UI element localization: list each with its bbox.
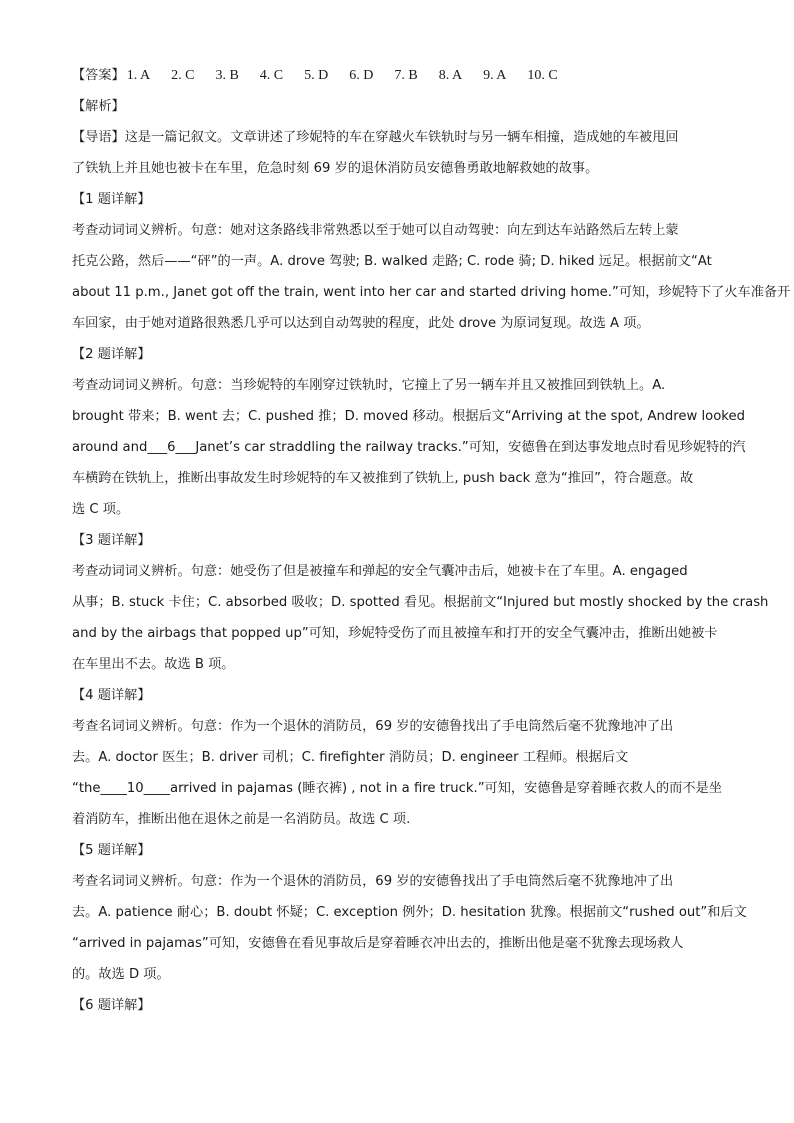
q3-line: 从事；B. stuck 卡住；C. absorbed 吸收；D. spotted 看见。根据前文“Injured but mostly shocked by the crash xyxy=(72,595,769,610)
q3-heading: 【3 题详解】 xyxy=(72,533,151,548)
q3-line: and by the airbags that popped up”可知，珍妮特受伤了而且被撞车和打开的安全气囊冲击，推断出她被卡 xyxy=(72,626,718,641)
answer-item: 10. C xyxy=(527,68,558,83)
q1-line: about 11 p.m., Janet got off the train, went into her car and started driving home.”可知，珍妮特下了火车准备开 xyxy=(72,285,791,300)
answer-item: 2. C xyxy=(171,68,195,83)
q3-line: 在车里出不去。故选 B 项。 xyxy=(72,657,235,672)
answer-item: 7. B xyxy=(394,68,418,83)
answer-item: 1. A xyxy=(126,68,151,83)
q2-line: brought 带来；B. went 去；C. pushed 推；D. moved 移动。根据后文“Arriving at the spot, Andrew looked xyxy=(72,409,745,424)
q1-heading: 【1 题详解】 xyxy=(72,192,151,207)
answer-item: 9. A xyxy=(483,68,507,83)
answer-tag: 【答案】 xyxy=(72,68,125,83)
q5-line: “arrived in pajamas”可知，安德鲁在看见事故后是穿着睡衣冲出去的，推断出他是毫不犹豫去现场救人 xyxy=(72,936,684,951)
q2-heading: 【2 题详解】 xyxy=(72,347,151,362)
q3-line: 考查动词词义辨析。句意：她受伤了但是被撞车和弹起的安全气囊冲击后，她被卡在了车里。A. engaged xyxy=(72,564,688,579)
q4-line: 着消防车，推断出他在退休之前是一名消防员。故选 C 项. xyxy=(72,812,411,827)
q2-line: 选 C 项。 xyxy=(72,502,130,517)
answer-item: 8. A xyxy=(438,68,463,83)
q5-line: 考查名词词义辨析。句意：作为一个退休的消防员，69 岁的安德鲁找出了手电筒然后毫不犹豫地冲了出 xyxy=(72,874,674,889)
q4-line: “the____10____arrived in pajamas (睡衣裤) , not in a fire truck.”可知，安德鲁是穿着睡衣救人的而不是坐 xyxy=(72,781,722,796)
q5-line: 的。故选 D 项。 xyxy=(72,967,170,982)
intro-line: 【导语】这是一篇记叙文。文章讲述了珍妮特的车在穿越火车铁轨时与另一辆车相撞，造成她的车被甩回 xyxy=(72,130,679,145)
answer-item: 3. B xyxy=(215,68,239,83)
analysis-heading: 【解析】 xyxy=(72,99,125,114)
intro-line: 了铁轨上并且她也被卡在车里，危急时刻 69 岁的退休消防员安德鲁勇敢地解救她的故事。 xyxy=(72,161,599,176)
q1-line: 托克公路，然后——“砰”的一声。A. drove 驾驶; B. walked 走路; C. rode 骑; D. hiked 远足。根据前文“At xyxy=(72,254,712,269)
q4-line: 考查名词词义辨析。句意：作为一个退休的消防员，69 岁的安德鲁找出了手电筒然后毫不犹豫地冲了出 xyxy=(72,719,674,734)
q5-line: 去。A. patience 耐心；B. doubt 怀疑；C. exception 例外；D. hesitation 犹豫。根据前文“rushed out”和后文 xyxy=(72,905,747,920)
q2-line: 车横跨在铁轨上，推断出事故发生时珍妮特的车又被推到了铁轨上, push back 意为“推回”，符合题意。故 xyxy=(72,471,694,486)
q5-heading: 【5 题详解】 xyxy=(72,843,151,858)
q2-line: 考查动词词义辨析。句意：当珍妮特的车刚穿过铁轨时，它撞上了另一辆车并且又被推回到铁轨上。A. xyxy=(72,378,666,393)
q1-line: 车回家，由于她对道路很熟悉几乎可以达到自动驾驶的程度，此处 drove 为原词复现。故选 A 项。 xyxy=(72,316,650,331)
q2-line: around and___6___Janet’s car straddling the railway tracks.”可知，安德鲁在到达事发地点时看见珍妮特的汽 xyxy=(72,440,746,455)
answer-item: 6. D xyxy=(349,68,374,83)
answer-item: 4. C xyxy=(259,68,284,83)
q6-heading: 【6 题详解】 xyxy=(72,998,151,1013)
document-body xyxy=(72,60,791,1021)
answer-row xyxy=(72,60,722,91)
q4-heading: 【4 题详解】 xyxy=(72,688,151,703)
answer-item: 5. D xyxy=(304,68,329,83)
q1-line: 考查动词词义辨析。句意：她对这条路线非常熟悉以至于她可以自动驾驶：向左到达车站路然后左转上蒙 xyxy=(72,223,679,238)
q4-line: 去。A. doctor 医生；B. driver 司机；C. firefighter 消防员；D. engineer 工程师。根据后文 xyxy=(72,750,629,765)
